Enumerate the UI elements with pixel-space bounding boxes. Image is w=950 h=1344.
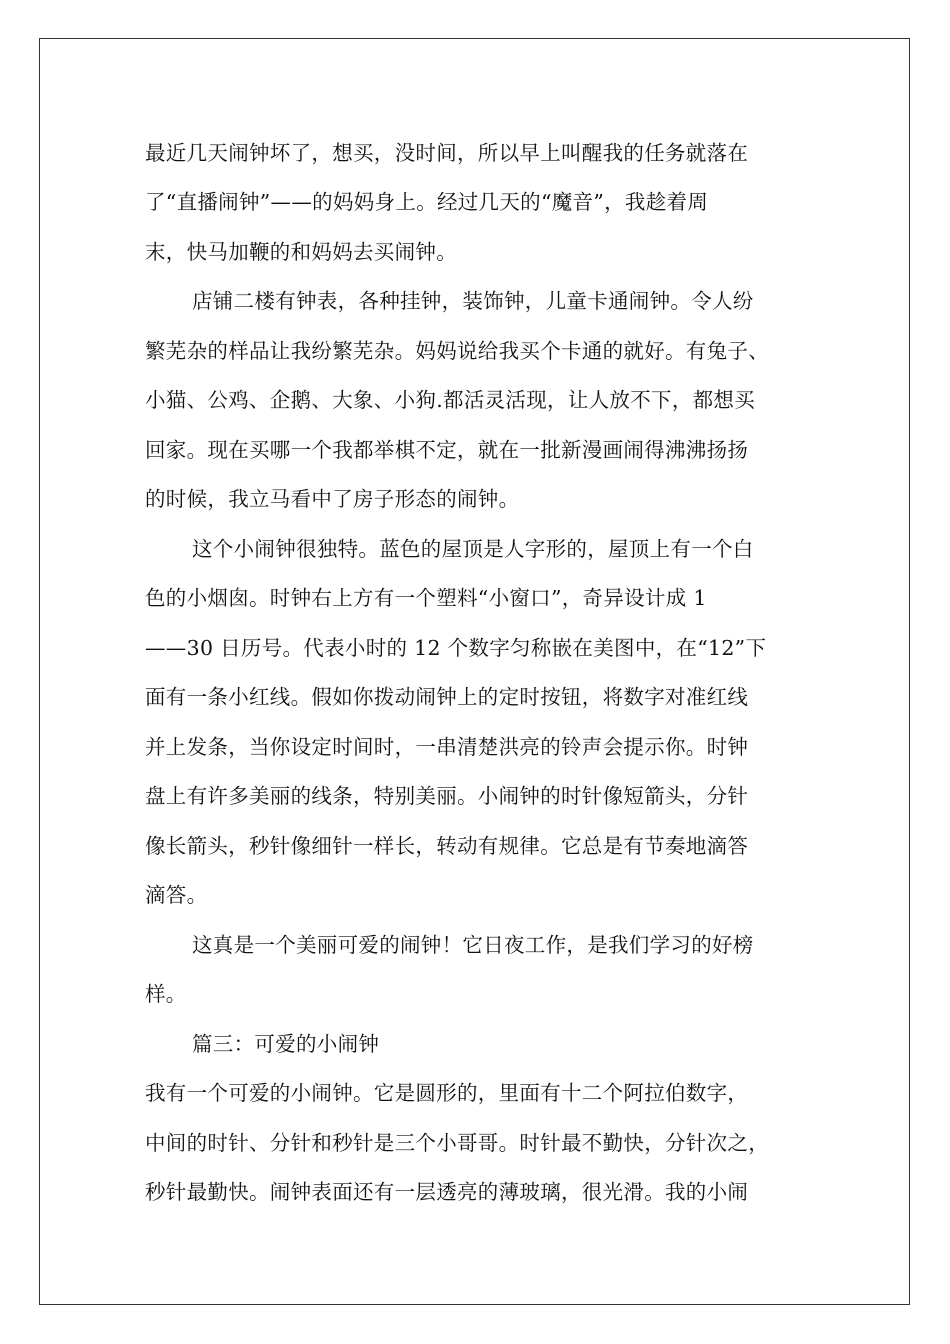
text-line: 像长箭头，秒针像细针一样长，转动有规律。它总是有节奏地滴答 bbox=[145, 834, 749, 858]
text-line: 滴答。 bbox=[145, 883, 208, 907]
text-line: 我有一个可爱的小闹钟。它是圆形的，里面有十二个阿拉伯数字， bbox=[145, 1081, 749, 1105]
text-line: 中间的时针、分针和秒针是三个小哥哥。时针最不勤快，分针次之， bbox=[145, 1131, 769, 1155]
text-line: 小猫、公鸡、企鹅、大象、小狗.都活灵活现，让人放不下，都想买 bbox=[145, 388, 756, 412]
text-line: 样。 bbox=[145, 982, 187, 1006]
text-line: 这个小闹钟很独特。蓝色的屋顶是人字形的，屋顶上有一个白 bbox=[192, 537, 754, 561]
text-line: 最近几天闹钟坏了，想买，没时间，所以早上叫醒我的任务就落在 bbox=[145, 141, 749, 165]
text-line: 并上发条，当你设定时间时，一串清楚洪亮的铃声会提示你。时钟 bbox=[145, 735, 749, 759]
text-line: 回家。现在买哪一个我都举棋不定，就在一批新漫画闹得沸沸扬扬 bbox=[145, 438, 749, 462]
text-line: 盘上有许多美丽的线条，特别美丽。小闹钟的时针像短箭头，分针 bbox=[145, 784, 749, 808]
text-line: 繁芜杂的样品让我纷繁芜杂。妈妈说给我买个卡通的就好。有兔子、 bbox=[145, 339, 769, 363]
text-line: 了“直播闹钟”——的妈妈身上。经过几天的“魔音”，我趁着周 bbox=[145, 190, 709, 214]
text-line: 末，快马加鞭的和妈妈去买闹钟。 bbox=[145, 240, 457, 264]
section-heading: 篇三：可爱的小闹钟 bbox=[192, 1032, 380, 1056]
text-line: 这真是一个美丽可爱的闹钟！它日夜工作，是我们学习的好榜 bbox=[192, 933, 754, 957]
page-border bbox=[39, 38, 910, 1305]
text-line: 色的小烟囱。时钟右上方有一个塑料“小窗口”，奇异设计成 1 bbox=[145, 586, 707, 610]
text-line: 秒针最勤快。闹钟表面还有一层透亮的薄玻璃，很光滑。我的小闹 bbox=[145, 1180, 749, 1204]
text-line: 的时候，我立马看中了房子形态的闹钟。 bbox=[145, 487, 520, 511]
text-line: 面有一条小红线。假如你拨动闹钟上的定时按钮，将数字对准红线 bbox=[145, 685, 749, 709]
text-line: 店铺二楼有钟表，各种挂钟，装饰钟，儿童卡通闹钟。令人纷 bbox=[192, 289, 754, 313]
text-line: ——30 日历号。代表小时的 12 个数字匀称嵌在美图中，在“12”下 bbox=[145, 636, 767, 660]
